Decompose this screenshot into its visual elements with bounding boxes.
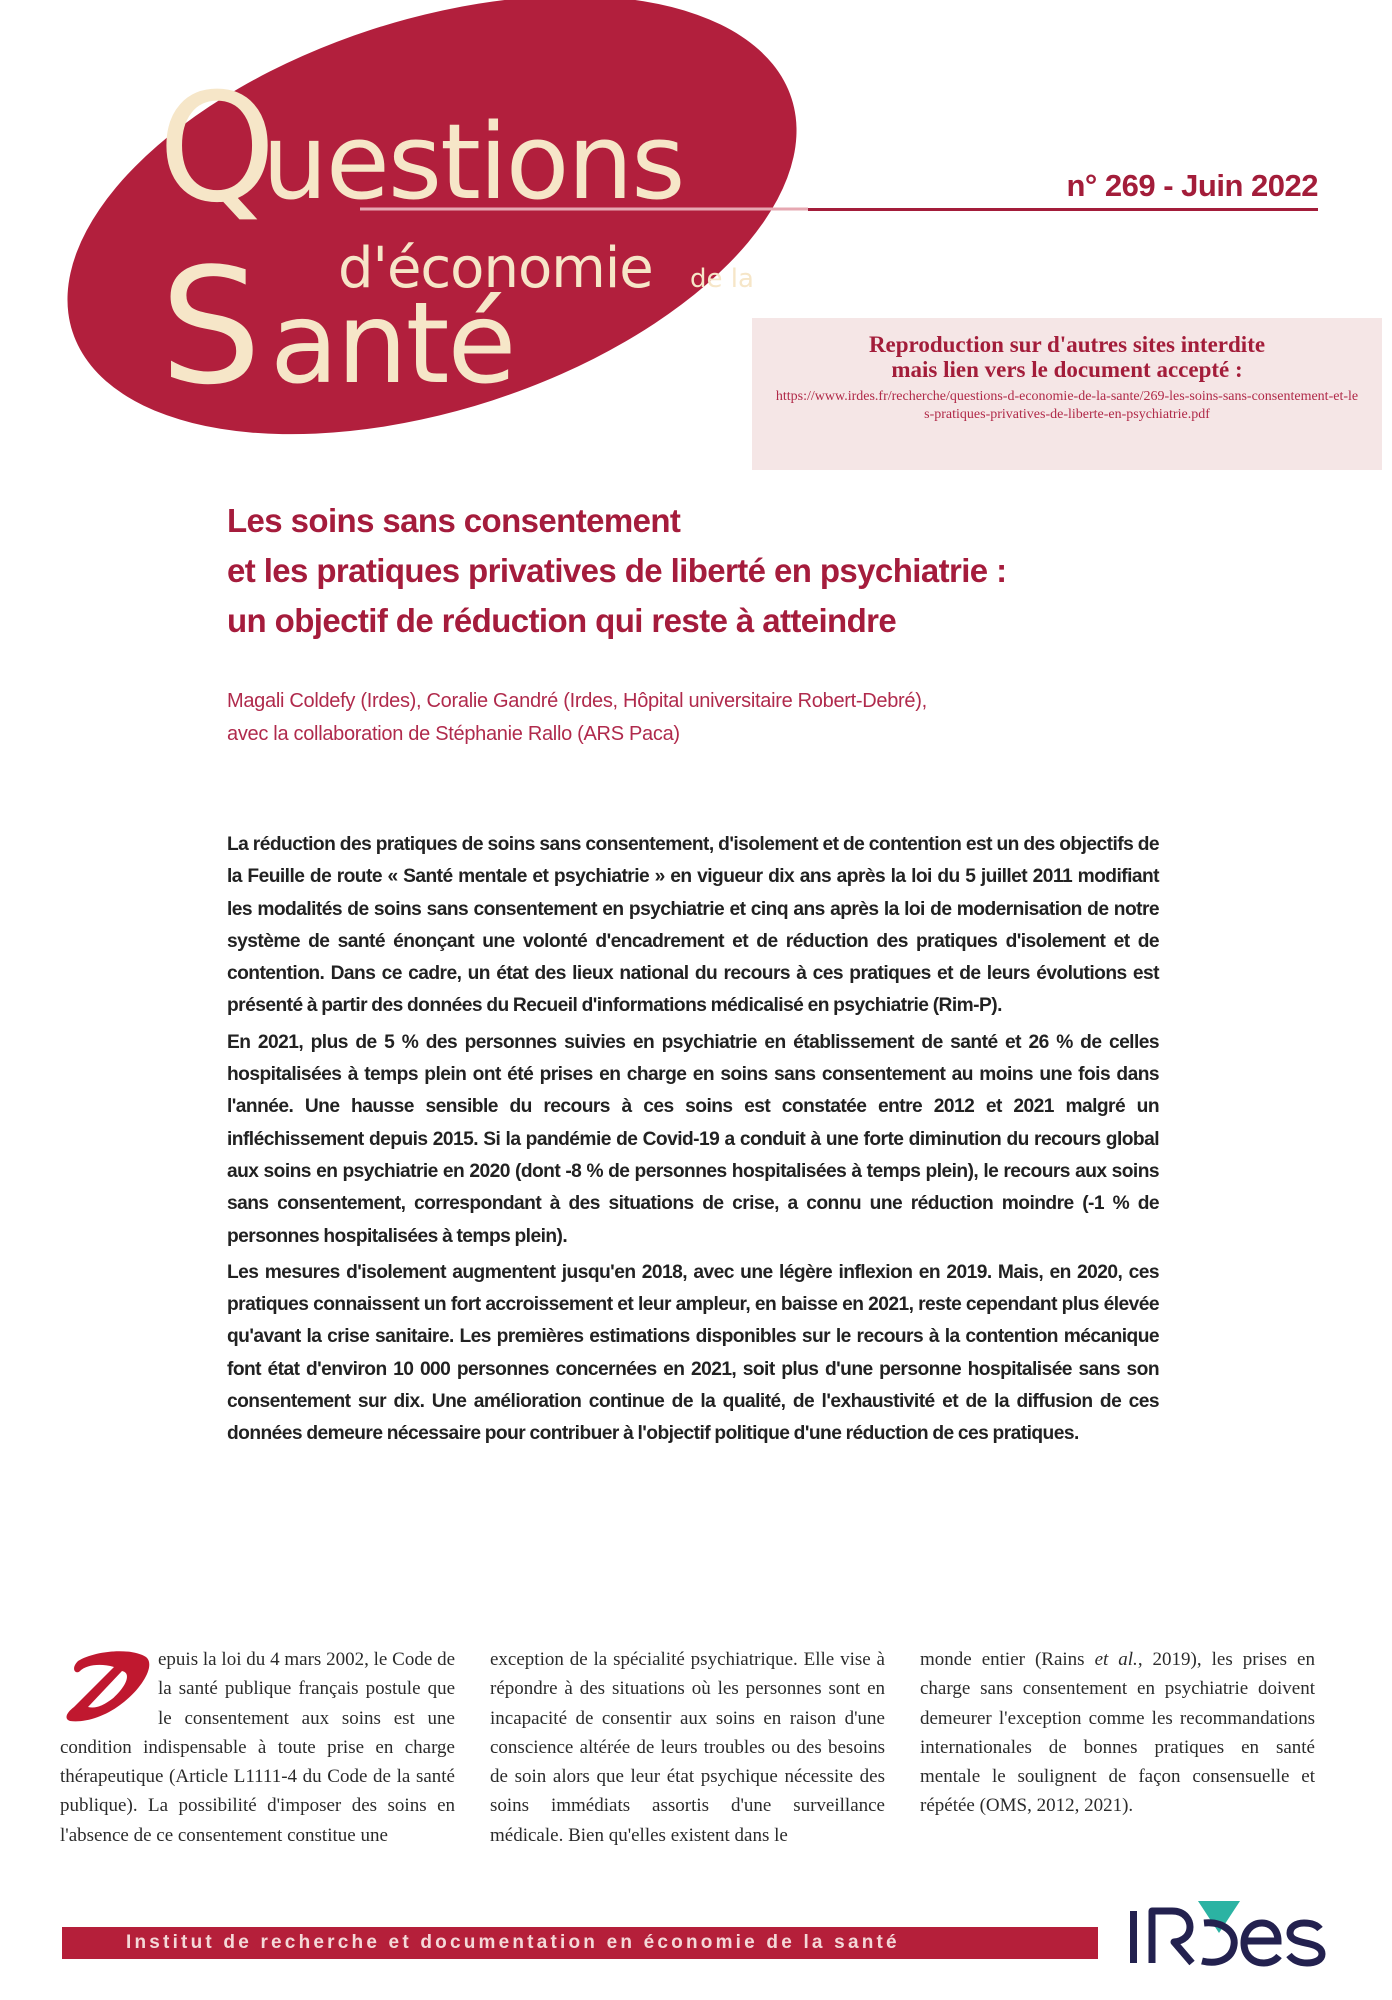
masthead-line2-small: de la bbox=[690, 264, 754, 294]
body-paragraph: exception de la spécialité psychiatrique. Elle vise à répondre à des situations où les personnes sont en incapacité de consentir aux soins en raison d'une conscience altérée de leurs troubles ou des besoins de soin alors que leur état psychique nécessite des soins immédiats assortis d'une surveillance médicale. Bien qu'elles existent dans le bbox=[490, 1649, 885, 1846]
body-text: monde entier (Rains bbox=[920, 1649, 1095, 1670]
body-paragraph bbox=[920, 1645, 1315, 1821]
abstract bbox=[227, 829, 1159, 1455]
reproduction-notice-title bbox=[752, 332, 1382, 382]
masthead-logo bbox=[0, 0, 830, 440]
reproduction-notice-line1: Reproduction sur d'autres sites interdite bbox=[868, 332, 1266, 357]
article-title-line: et les pratiques privatives de liberté en psychiatrie : bbox=[227, 552, 1007, 589]
reproduction-notice-line2: mais lien vers le document accepté : bbox=[891, 357, 1243, 382]
masthead-line1: uestions bbox=[262, 101, 684, 223]
body-column-2 bbox=[490, 1645, 885, 1850]
article-title bbox=[227, 496, 1127, 646]
authors-line: Magali Coldefy (Irdes), Coralie Gandré (Irdes, Hôpital universitaire Robert-Debré), bbox=[227, 690, 927, 712]
article-authors bbox=[227, 685, 1127, 751]
reproduction-notice bbox=[752, 318, 1382, 470]
document-url-link[interactable]: https://www.irdes.fr/recherche/questions-d-economie-de-la-sante/269-les-soins-sans-consentement-et-les-pratiques-privatives-de-liberte-en-psychiatrie.pdf bbox=[775, 389, 1359, 422]
abstract-paragraph: En 2021, plus de 5 % des personnes suivies en psychiatrie en établissement de santé et 26 % de celles hospitalisées à temps plein ont été prises en charge en soins sans consentement au moins une fois dans l'année. Une hausse sensible du recours à ces soins est constatée entre 2012 et 2021 malgré un infléchissement depuis 2015. Si la pandémie de Covid-19 a conduit à une forte diminution du recours global aux soins en psychiatrie en 2020 (dont -8 % de personnes hospitalisées à temps plein), le recours aux soins sans consentement, correspondant à des situations de crise, a connu une réduction moindre (-1 % de personnes hospitalisées à temps plein). bbox=[227, 1031, 1159, 1247]
irdes-logo bbox=[1120, 1893, 1340, 1983]
masthead-S-initial: S bbox=[160, 233, 262, 420]
article-title-line: un objectif de réduction qui reste à atteindre bbox=[227, 602, 897, 639]
journal-masthead bbox=[0, 0, 830, 440]
masthead-Q-initial: Q bbox=[158, 62, 277, 236]
authors-line: avec la collaboration de Stéphanie Rallo (ARS Paca) bbox=[227, 723, 680, 745]
body-column-3 bbox=[920, 1645, 1315, 1821]
masthead-line3: anté bbox=[270, 279, 515, 409]
abstract-paragraph: Les mesures d'isolement augmentent jusqu'en 2018, avec une légère inflexion en 2019. Mais, en 2020, ces pratiques connaissent un fort accroissement et leur ampleur, en baisse en 2021, reste cependant plus élevée qu'avant la crise sanitaire. Les premières estimations disponibles sur le recours à la contention mécanique font état d'environ 10 000 personnes concernées en 2021, soit plus d'une personne hospitalisée sans son consentement sur dix. Une amélioration continue de la qualité, de l'exhaustivité et de la diffusion de ces données demeure nécessaire pour contribuer à l'objectif politique d'une réduction de ces pratiques. bbox=[227, 1261, 1159, 1445]
masthead-line2: d'économie bbox=[338, 236, 653, 301]
abstract-paragraph: La réduction des pratiques de soins sans consentement, d'isolement et de contention est un des objectifs de la Feuille de route « Santé mentale et psychiatrie » en vigueur dix ans après la loi du 5 juillet 2011 modifiant les modalités de soins sans consentement en psychiatrie et cinq ans après la loi de modernisation de notre système de santé énonçant une volonté d'encadrement et de réduction des pratiques d'isolement et de contention. Dans ce cadre, un état des lieux national du recours à ces pratiques et de leurs évolutions est présenté à partir des données du Recueil d'informations médicalisé en psychiatrie (Rim-P). bbox=[227, 834, 1159, 1017]
issue-rule-divider bbox=[808, 208, 1318, 211]
article-title-line: Les soins sans consentement bbox=[227, 502, 681, 539]
dropcap-D-icon bbox=[60, 1647, 152, 1727]
institute-footer-band: Institut de recherche et documentation en économie de la santé bbox=[62, 1927, 1098, 1959]
body-text: , 2019), les prises en charge sans consentement en psychiatrie doivent demeurer l'exception comme les recommandations internationales de bonnes pratiques en santé mentale le soulignent de façon consensuelle et répétée (OMS, 2012, 2021). bbox=[920, 1649, 1315, 1817]
body-paragraph: epuis la loi du 4 mars 2002, le Code de la santé publique français postule que le consentement aux soins est une condition indispensable à toute prise en charge thérapeutique (Article L1111-4 du Code de la santé publique). La possibilité d'imposer des soins en l'absence de ce consentement constitue une bbox=[60, 1649, 455, 1846]
issue-number: n° 269 - Juin 2022 bbox=[1066, 168, 1318, 203]
irdes-logo-icon bbox=[1120, 1893, 1340, 1983]
body-column-1 bbox=[60, 1645, 455, 1850]
citation-et-al: et al. bbox=[1094, 1649, 1138, 1670]
